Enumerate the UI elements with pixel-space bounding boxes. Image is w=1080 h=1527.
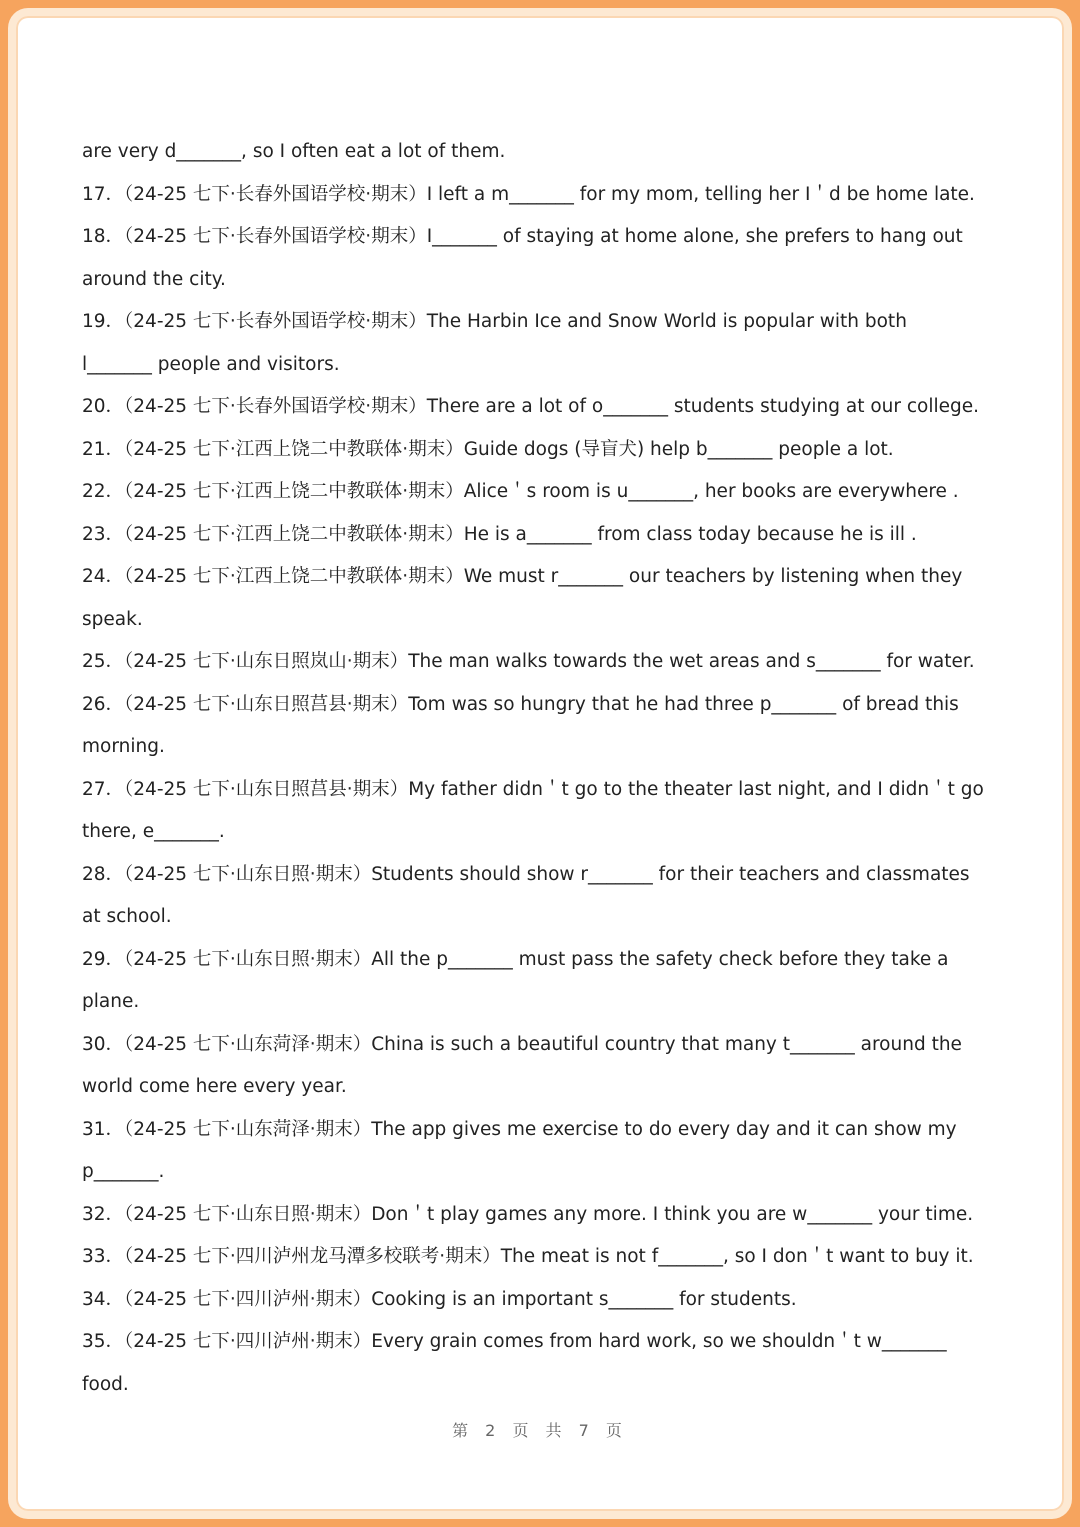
text-line [82,896,982,939]
question-21 [82,429,982,472]
line-text: 28．（24-25 七下·山东日照·期末）Students should show r_______ for their teachers and classmates [82,863,970,885]
question-30 [82,1024,982,1067]
question-34 [82,1279,982,1322]
question-25 [82,641,982,684]
question-17 [82,174,982,217]
line-text: 35．（24-25 七下·四川泸州·期末）Every grain comes from hard work, so we shouldn＇t w_______ [82,1331,947,1352]
line-text: world come here every year. [82,1076,347,1097]
text-line [82,599,982,642]
question-20 [82,386,982,429]
question-35 [82,1321,982,1364]
line-text: there, e_______. [82,821,225,842]
line-text: p_______. [82,1161,165,1182]
line-text: 27．（24-25 七下·山东日照莒县·期末）My father didn＇t go to the theater last night, and I didn＇t go [82,778,984,800]
text-line [82,726,982,769]
page-number: 第 2 页 共 7 页 [452,1421,628,1440]
line-text: 17．（24-25 七下·长春外国语学校·期末）I left a m_______ for my mom, telling her I＇d be home late. [82,183,975,205]
line-text: 25．（24-25 七下·山东日照岚山·期末）The man walks towards the wet areas and s_______ for water. [82,651,975,672]
text-line [82,344,982,387]
text-line [82,259,982,302]
text-line [82,1364,982,1407]
question-19 [82,301,982,344]
line-text: speak. [82,608,143,630]
question-32 [82,1194,982,1237]
line-text: at school. [82,906,172,927]
question-31 [82,1109,982,1152]
question-26 [82,684,982,727]
text-line [82,981,982,1024]
line-text: 20．（24-25 七下·长春外国语学校·期末）There are a lot of o_______ students studying at our college. [82,396,980,417]
line-text: 26．（24-25 七下·山东日照莒县·期末）Tom was so hungry that he had three p_______ of bread this [82,693,959,715]
line-text: plane. [82,991,140,1012]
line-text: morning. [82,736,165,757]
text-line [82,1151,982,1194]
line-text: 24．（24-25 七下·江西上饶二中教联体·期末）We must r_______ our teachers by listening when they [82,566,963,587]
line-text: 22．（24-25 七下·江西上饶二中教联体·期末）Alice＇s room is u_______, her books are everywhere . [82,481,959,502]
line-text: around the city. [82,268,226,290]
line-text: 21．（24-25 七下·江西上饶二中教联体·期末）Guide dogs (导盲犬) help b_______ people a lot. [82,438,894,460]
line-text: 23．（24-25 七下·江西上饶二中教联体·期末）He is a_______ from class today because he is ill . [82,523,917,545]
line-text: 29．（24-25 七下·山东日照·期末）All the p_______ must pass the safety check before they take a [82,948,949,970]
line-text: 19．（24-25 七下·长春外国语学校·期末）The Harbin Ice and Snow World is popular with both [82,311,907,332]
question-27 [82,769,982,812]
line-text: 31．（24-25 七下·山东菏泽·期末）The app gives me exercise to do every day and it can show my [82,1118,957,1140]
line-text: food. [82,1373,129,1395]
question-18 [82,216,982,259]
line-text: are very d_______, so I often eat a lot of them. [82,141,506,162]
question-22 [82,471,982,514]
line-text: 18．（24-25 七下·长春外国语学校·期末）I_______ of staying at home alone, she prefers to hang out [82,226,963,247]
line-text: 33．（24-25 七下·四川泸州龙马潭多校联考·期末）The meat is not f_______, so I don＇t want to buy it. [82,1246,974,1267]
text-line [82,1066,982,1109]
question-29 [82,939,982,982]
text-line [82,131,982,174]
question-23 [82,514,982,557]
line-text: 32．（24-25 七下·山东日照·期末）Don＇t play games any more. I think you are w_______ your time. [82,1203,974,1225]
line-text: 34．（24-25 七下·四川泸州·期末）Cooking is an important s_______ for students. [82,1288,797,1310]
question-28 [82,854,982,897]
question-33 [82,1236,982,1279]
text-line [82,811,982,854]
line-text: l_______ people and visitors. [82,353,340,375]
line-text: 30．（24-25 七下·山东菏泽·期末）China is such a beautiful country that many t_______ around the [82,1033,962,1055]
question-list [82,131,982,1406]
question-24 [82,556,982,599]
